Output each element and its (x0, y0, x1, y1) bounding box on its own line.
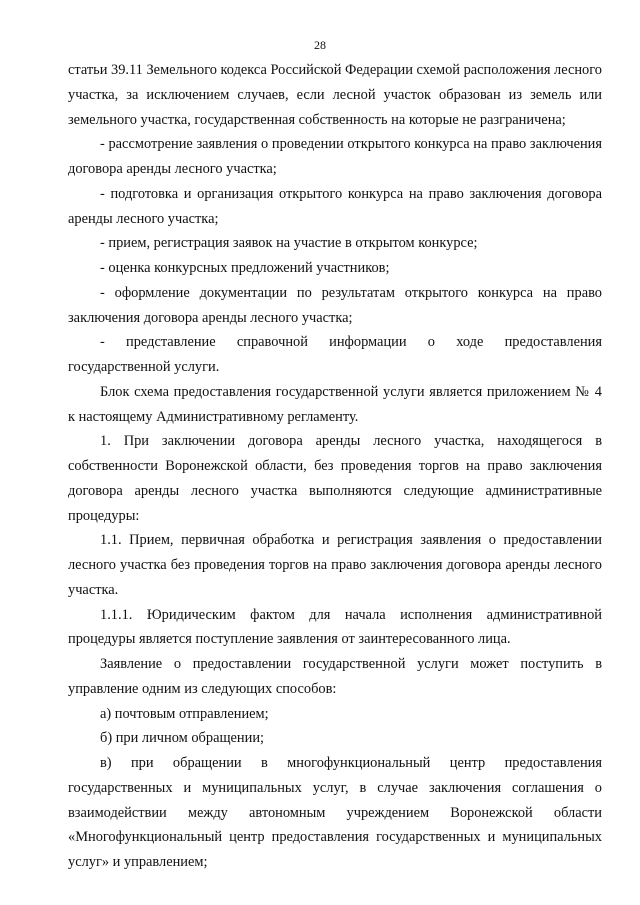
paragraph-section-1-1-1: 1.1.1. Юридическим фактом для начала исполнения административной процедуры является поступление заявления от заинтересованного лица. (68, 606, 602, 648)
paragraph-block-scheme: Блок схема предоставления государственной услуги является приложением № 4 к настоящему Административному регламенту. (68, 383, 602, 425)
list-item-organize-contest: - подготовка и организация открытого конкурса на право заключения договора аренды лесного участка; (68, 185, 602, 227)
list-item-registration: - прием, регистрация заявок на участие в открытом конкурсе; (100, 235, 478, 252)
list-item-review-application: - рассмотрение заявления о проведении открытого конкурса на право заключения договора аренды лесного участка; (68, 136, 602, 177)
list-item-documentation: - оформление документации по результатам открытого конкурса на право заключения договора аренды лесного участка; (68, 284, 602, 326)
list-item-mfc: в) при обращении в многофункциональный центр предоставления государственных и муниципальных услуг, в случае заключения соглашения о взаимодействии между автономным учреждением Воронежской области «Многофункциональный центр предоставления государственных и муниципальных услуг» и управлением; (68, 755, 602, 870)
paragraph-section-1-1: 1.1. Прием, первичная обработка и регистрация заявления о предоставлении лесного участка без проведения торгов на право заключения договора аренды лесного участка. (68, 532, 602, 598)
paragraph-continuation: статьи 39.11 Земельного кодекса Российской Федерации схемой расположения лесного участка, за исключением случаев, если лесной участок образован из земель или земельного участка, государственная собственность на которые не разграничена; (68, 62, 602, 128)
list-item-in-person: б) при личном обращении; (100, 730, 265, 747)
list-item-reference-info: - представление справочной информации о ходе предоставления государственной услуги. (68, 334, 602, 375)
list-item-evaluation: - оценка конкурсных предложений участников; (100, 260, 390, 276)
document-body (68, 58, 602, 875)
page-number: 28 (314, 38, 326, 52)
paragraph-section-1: 1. При заключении договора аренды лесного участка, находящегося в собственности Воронежской области, без проведения торгов на право заключения договора аренды лесного участка выполняются следующие административные процедуры: (68, 433, 602, 524)
list-item-mail: а) почтовым отправлением; (100, 705, 269, 722)
paragraph-submission-methods: Заявление о предоставлении государственной услуги может поступить в управление одним из следующих способов: (68, 656, 602, 697)
